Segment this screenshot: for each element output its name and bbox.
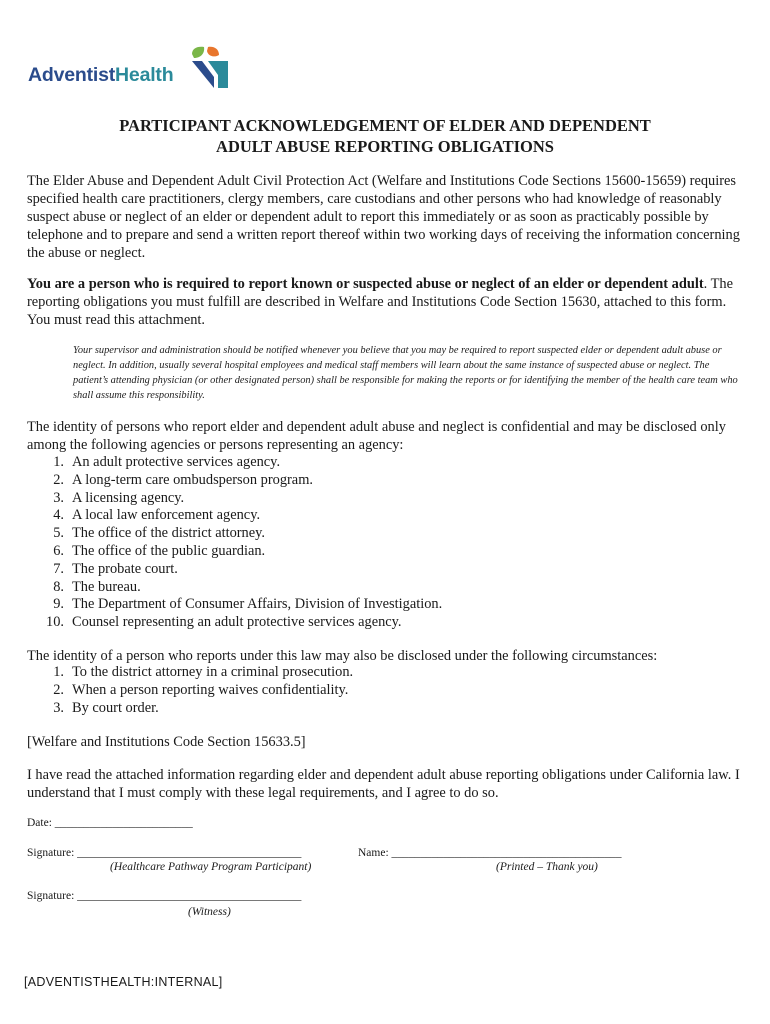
obligation-bold-text: You are a person who is required to report known or suspected abuse or neglect of an elder or dependent adult bbox=[27, 276, 704, 292]
supervisor-note: Your supervisor and administration should be notified whenever you believe that you may be required to report suspected elder or dependent adult abuse or neglect. In addition, usually several hospital employees and medical staff members will learn about the same instance of suspected abuse or neglect. The patient’s attending physician (or other designated person) shall be responsible for making the reports or for identifying the member of the health care team who shall assume this responsibility. bbox=[73, 345, 738, 401]
list-text: The Department of Consumer Affairs, Division of Investigation. bbox=[72, 596, 443, 613]
disclosure-paragraph: The identity of a person who reports under this law may also be disclosed under the following circumstances: bbox=[27, 648, 658, 664]
list-number: 9. bbox=[53, 596, 64, 613]
logo-word-health: Health bbox=[115, 64, 174, 86]
list-text: A local law enforcement agency. bbox=[72, 507, 261, 524]
witness-signature-field[interactable] bbox=[27, 890, 301, 902]
document-title bbox=[0, 115, 770, 157]
adventist-health-logo bbox=[28, 44, 218, 92]
date-line[interactable]: ________________________ bbox=[54, 817, 193, 829]
date-field[interactable] bbox=[27, 817, 193, 829]
classification-footer: [ADVENTISTHEALTH:INTERNAL] bbox=[24, 975, 223, 989]
signature-label: Signature: bbox=[27, 847, 75, 859]
list-item bbox=[27, 472, 442, 490]
list-text: The office of the public guardian. bbox=[72, 542, 266, 559]
confidentiality-paragraph: The identity of persons who report elder and dependent adult abuse and neglect is confidential and may be disclosed only among the following agencies or persons representing an agency: bbox=[27, 419, 726, 453]
list-number: 7. bbox=[53, 560, 64, 577]
list-item bbox=[27, 579, 442, 597]
list-number: 3. bbox=[53, 489, 64, 506]
list-text: Counsel representing an adult protective services agency. bbox=[72, 614, 402, 631]
participant-caption: (Healthcare Pathway Program Participant) bbox=[110, 861, 312, 873]
list-text: The probate court. bbox=[72, 560, 178, 577]
logo-wordmark bbox=[28, 64, 173, 87]
list-number: 1. bbox=[53, 664, 64, 680]
name-caption: (Printed – Thank you) bbox=[496, 861, 598, 873]
obligation-rest-text: . The reporting obligations you must fulfill are described in Welfare and Institutions Code Section 15630, attached to this form. You must read this attachment. bbox=[27, 276, 733, 328]
list-number: 8. bbox=[53, 578, 64, 595]
intro-paragraph: The Elder Abuse and Dependent Adult Civil Protection Act (Welfare and Institutions Code Sections 15600-15659) requires specified health care practitioners, clergy members, care custodians and other persons who had knowledge of reasonably suspect abuse or neglect of an elder or dependent adult to report this immediately or as soon as practicably possible by telephone and to prepare and send a written report thereof within two working days of receiving the information concerning the abuse or neglect. bbox=[27, 173, 740, 261]
list-number: 2. bbox=[53, 681, 64, 698]
witness-caption: (Witness) bbox=[188, 906, 231, 918]
acknowledgement-paragraph: I have read the attached information regarding elder and dependent adult abuse reporting obligations under California law. I understand that I must comply with these legal requirements, and I agree to do so. bbox=[27, 767, 740, 801]
list-text: The bureau. bbox=[72, 578, 141, 595]
list-text: To the district attorney in a criminal prosecution. bbox=[72, 664, 354, 680]
list-number: 4. bbox=[53, 507, 64, 524]
obligation-paragraph bbox=[27, 275, 742, 329]
list-item bbox=[27, 682, 353, 700]
list-number: 6. bbox=[53, 542, 64, 559]
witness-signature-line[interactable]: _______________________________________ bbox=[77, 890, 302, 902]
name-label: Name: bbox=[358, 847, 389, 859]
leaf-orange-icon bbox=[207, 47, 219, 57]
list-item bbox=[27, 561, 442, 579]
list-text: When a person reporting waives confidentiality. bbox=[72, 681, 349, 698]
list-text: By court order. bbox=[72, 699, 159, 716]
list-item bbox=[27, 664, 353, 682]
list-text: An adult protective services agency. bbox=[72, 454, 281, 470]
circumstance-list bbox=[27, 664, 353, 717]
leaf-mark-icon bbox=[186, 44, 234, 92]
list-number: 10. bbox=[46, 614, 64, 631]
list-number: 1. bbox=[53, 454, 64, 470]
list-item bbox=[27, 525, 442, 543]
name-line[interactable]: ________________________________________ bbox=[391, 847, 622, 859]
list-number: 2. bbox=[53, 471, 64, 488]
code-citation: [Welfare and Institutions Code Section 15633.5] bbox=[27, 734, 306, 750]
list-item bbox=[27, 614, 442, 632]
list-text: A long-term care ombudsperson program. bbox=[72, 471, 313, 488]
list-item bbox=[27, 596, 442, 614]
list-text: The office of the district attorney. bbox=[72, 525, 266, 542]
list-item bbox=[27, 543, 442, 561]
agency-list bbox=[27, 454, 442, 632]
list-item bbox=[27, 700, 353, 718]
title-line-1: PARTICIPANT ACKNOWLEDGEMENT OF ELDER AND DEPENDENT bbox=[119, 116, 651, 135]
date-label: Date: bbox=[27, 817, 52, 829]
leaf-navy-icon bbox=[192, 61, 214, 88]
logo-word-adventist: Adventist bbox=[28, 64, 116, 86]
title-line-2: ADULT ABUSE REPORTING OBLIGATIONS bbox=[216, 137, 554, 156]
participant-signature-line[interactable]: _______________________________________ bbox=[77, 847, 302, 859]
list-number: 3. bbox=[53, 699, 64, 716]
list-item bbox=[27, 490, 442, 508]
leaf-green-icon bbox=[192, 47, 204, 58]
list-item bbox=[27, 507, 442, 525]
list-item bbox=[27, 454, 442, 472]
list-number: 5. bbox=[53, 525, 64, 542]
participant-signature-field[interactable] bbox=[27, 847, 301, 859]
name-field[interactable] bbox=[358, 847, 622, 859]
signature-label: Signature: bbox=[27, 890, 75, 902]
list-text: A licensing agency. bbox=[72, 489, 185, 506]
